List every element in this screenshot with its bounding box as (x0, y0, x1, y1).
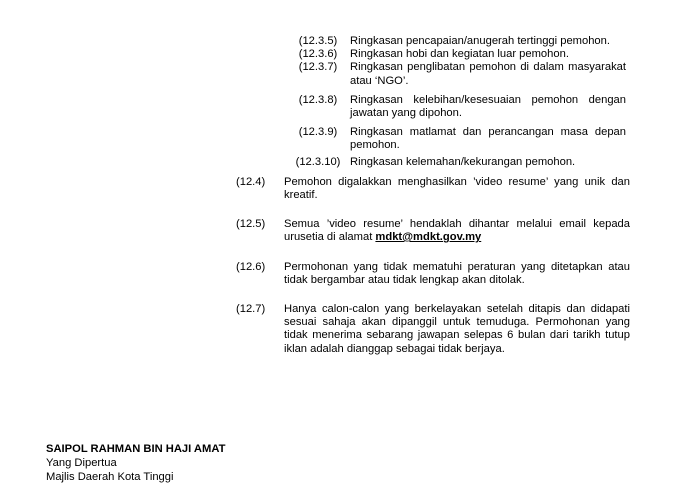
list-item (286, 35, 626, 48)
paragraph-12-5 (236, 218, 630, 244)
paragraph-12-7 (236, 303, 630, 356)
list-item-number: (12.3.10) (295, 155, 341, 168)
list-item-text: Ringkasan kelemahan/kekurangan pemohon. (350, 155, 576, 168)
signature-block (46, 442, 225, 484)
paragraph-text-container (284, 218, 630, 244)
list-item-number: (12.3.6) (298, 48, 338, 61)
list-item-number: (12.3.9) (298, 126, 338, 139)
paragraph-number: (12.4) (236, 176, 266, 188)
paragraph-text: Pemohon digalakkan menghasilkan ’video resume’ yang unik dan kreatif. (284, 176, 630, 202)
list-item-number: (12.3.8) (298, 93, 338, 106)
list-item (286, 156, 626, 169)
paragraph-text: Hanya calon-calon yang berkelayakan setelah ditapis dan didapati sesuai sahaja akan dipanggil untuk temuduga. Permohonan yang tidak menerima sebarang jawapan selepas 6 bulan dari tarikh tutup iklan adalah dianggap sebagai tidak berjaya. (284, 303, 630, 355)
paragraph-12-4 (236, 176, 630, 202)
list-item (286, 94, 626, 120)
paragraph-12-6 (236, 261, 630, 287)
list-item-text: Ringkasan kelebihan/kesesuaian pemohon dengan jawatan yang dipohon. (350, 93, 626, 120)
list-item-number: (12.3.5) (298, 35, 338, 47)
list-item-text: Ringkasan matlamat dan perancangan masa depan pemohon. (350, 126, 626, 152)
signatory-title: Yang Dipertua (46, 457, 117, 469)
signatory-name: SAIPOL RAHMAN BIN HAJI AMAT (46, 443, 226, 455)
paragraph-number: (12.6) (236, 261, 266, 273)
list-item (286, 48, 626, 61)
signatory-organization: Majlis Daerah Kota Tinggi (46, 471, 174, 483)
list-item-text: Ringkasan penglibatan pemohon di dalam masyarakat atau ‘NGO’. (350, 61, 626, 87)
list-item-text: Ringkasan hobi dan kegiatan luar pemohon. (350, 48, 569, 61)
paragraph-number: (12.7) (236, 303, 266, 315)
list-item-text: Ringkasan pencapaian/anugerah tertinggi pemohon. (350, 35, 610, 47)
list-item-number: (12.3.7) (298, 61, 338, 74)
paragraph-text: Semua ’video resume’ hendaklah dihantar melalui email kepada urusetia di alamat (284, 218, 630, 244)
paragraph-number: (12.5) (236, 218, 266, 230)
sub-list-12-3 (286, 35, 626, 169)
email-link[interactable]: mdkt@mdkt.gov.my (375, 231, 482, 244)
list-item (286, 126, 626, 152)
paragraph-text: Permohonan yang tidak mematuhi peraturan yang ditetapkan atau tidak bergambar atau tidak lengkap akan ditolak. (284, 261, 630, 287)
list-item (286, 61, 626, 87)
